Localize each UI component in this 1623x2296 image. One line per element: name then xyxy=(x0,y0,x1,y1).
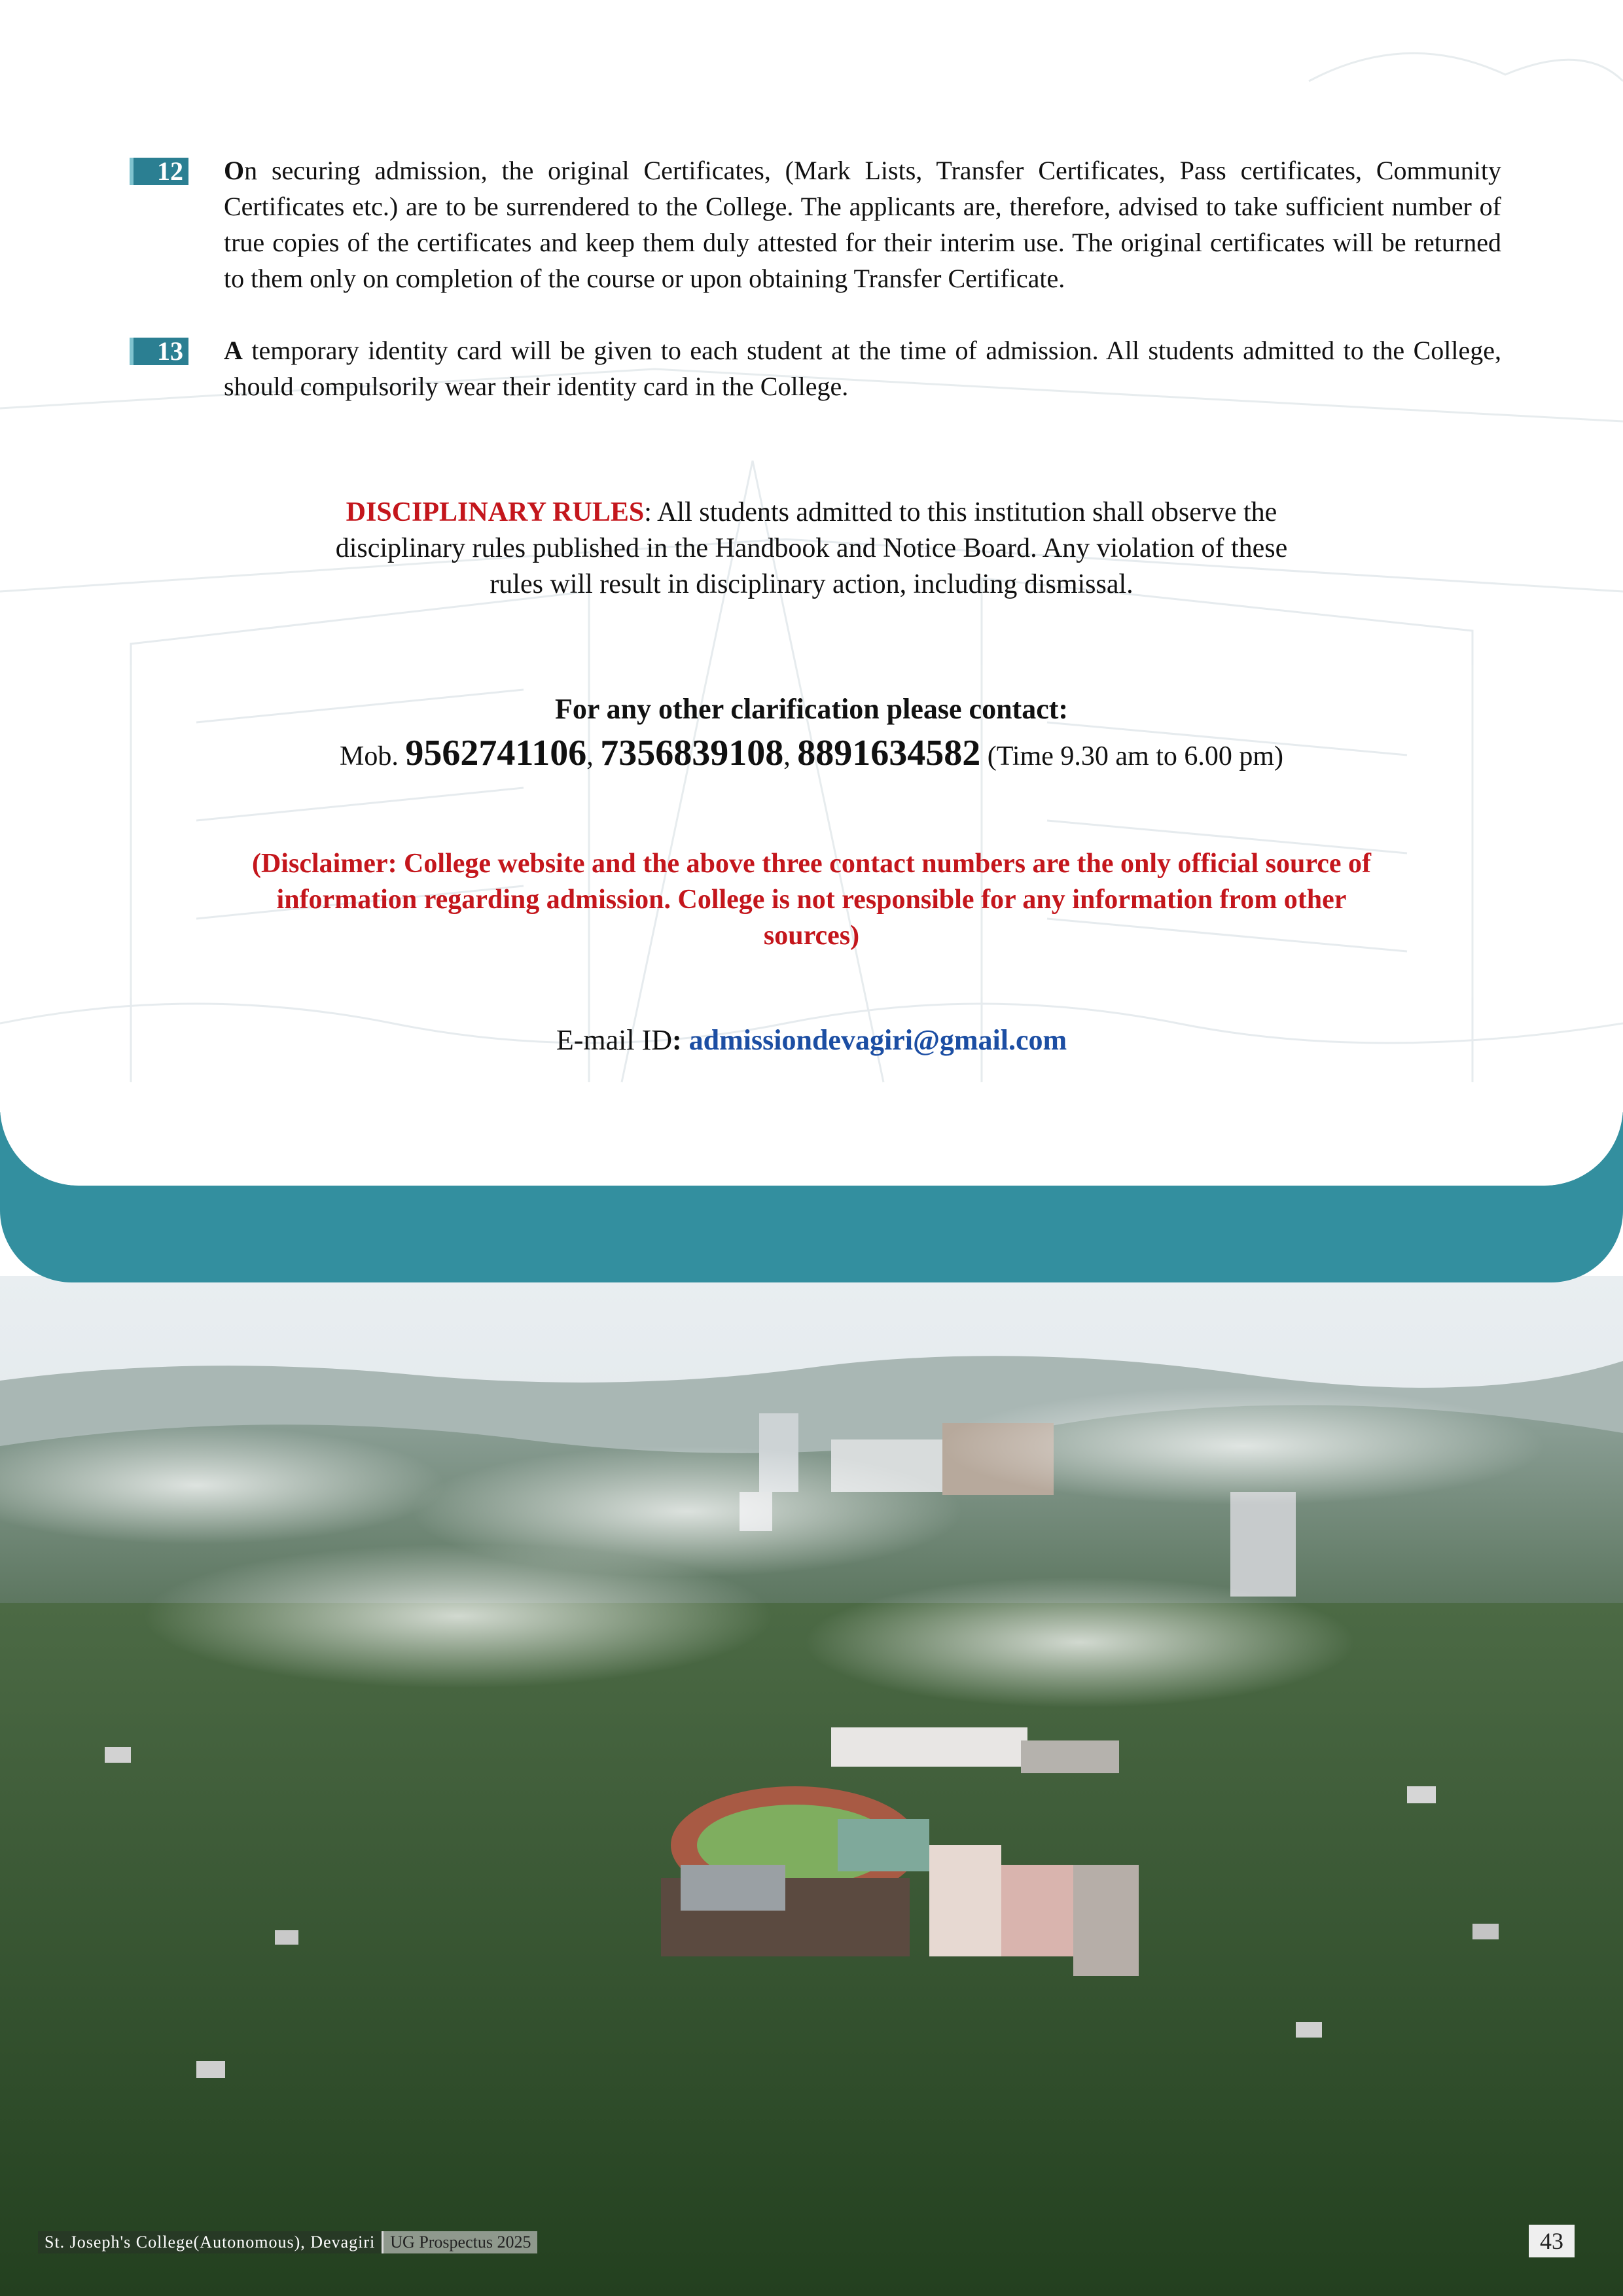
phone-number-2[interactable]: 7356839108 xyxy=(600,733,784,773)
number-separator: , xyxy=(783,741,798,771)
contact-numbers xyxy=(0,730,1623,779)
footer-prospectus: UG Prospectus 2025 xyxy=(383,2231,537,2253)
phone-number-1[interactable]: 9562741106 xyxy=(405,733,587,773)
contact-heading: For any other clarification please contact: xyxy=(554,693,1069,725)
disciplinary-rules-text: : All students admitted to this institution shall observe the disciplinary rules published in the Handbook and Notice Board. Any violation of these rules will result in disciplinary action, including dismissal. xyxy=(335,497,1288,599)
disciplinary-rules xyxy=(0,495,1623,603)
disciplinary-rules-heading: DISCIPLINARY RULES xyxy=(346,497,645,527)
page-number: 43 xyxy=(1529,2225,1575,2257)
clause-text xyxy=(224,332,1501,404)
footer xyxy=(38,2231,537,2253)
aerial-campus-photo xyxy=(0,1276,1623,2296)
disclaimer: (Disclaimer: College website and the above three contact numbers are the only official source of information regarding admission. College is not responsible for any information from other sources) xyxy=(251,849,1372,951)
email-line xyxy=(0,1021,1623,1060)
clause-lead-letter: O xyxy=(224,156,245,185)
number-separator: , xyxy=(586,741,601,771)
email-address-link[interactable]: admissiondevagiri@gmail.com xyxy=(688,1024,1067,1056)
footer-college-name: St. Joseph's College(Autonomous), Devagiri xyxy=(38,2231,382,2253)
clause-13 xyxy=(130,332,1501,404)
clause-number-badge: 12 xyxy=(130,158,188,185)
email-colon: : xyxy=(672,1024,689,1056)
clause-lead-letter: A xyxy=(224,336,243,365)
clause-12 xyxy=(130,152,1501,296)
clause-body: temporary identity card will be given to each student at the time of admission. All students admitted to the College, should compulsorily wear their identity card in the College. xyxy=(224,336,1501,401)
clause-number-badge: 13 xyxy=(130,338,188,365)
clause-text xyxy=(224,152,1501,296)
email-label: E-mail ID xyxy=(556,1024,673,1056)
phone-number-3[interactable]: 8891634582 xyxy=(797,733,981,773)
contact-time: (Time 9.30 am to 6.00 pm) xyxy=(980,741,1284,771)
clause-body: n securing admission, the original Certificates, (Mark Lists, Transfer Certificates, Pass certificates, Community Certificates etc.) are to be surrendered to the College. The applicants are, therefore, advised to take sufficient number of true copies of the certificates and keep them duly attested for their interim use. The original certificates will be returned to them only on completion of the course or upon obtaining Transfer Certificate. xyxy=(224,156,1501,293)
mob-label: Mob. xyxy=(339,741,406,771)
